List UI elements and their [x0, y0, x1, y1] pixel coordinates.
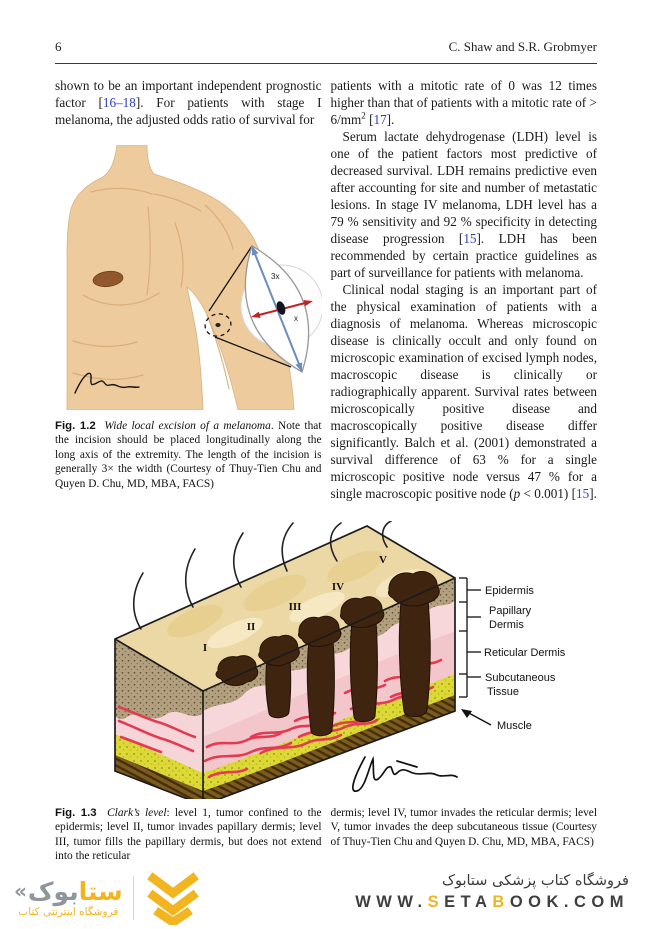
fig-1-3-clarks-level-illustration: [55, 521, 600, 799]
paragraph: [331, 128, 598, 281]
papillary-dermis-label-2: Dermis: [489, 619, 524, 631]
bookstore-info: [355, 873, 629, 912]
text-segment: [97, 807, 107, 819]
fig-1-3-caption: [55, 806, 597, 864]
level-5-label: V: [379, 554, 387, 566]
text-segment: WWW.: [355, 893, 428, 911]
text-segment: Fig. 1.2: [55, 420, 96, 432]
setabook-logo: [14, 871, 202, 925]
subcutaneous-label-1: Subcutaneous: [485, 672, 556, 684]
papillary-dermis-label-1: Papillary: [489, 605, 532, 617]
tumor-level-2-column: [266, 658, 291, 718]
muscle-arrow-line: [467, 712, 491, 725]
skin-block: [115, 521, 455, 799]
level-1-label: I: [202, 642, 208, 654]
paragraph: [55, 77, 322, 128]
page-header: [55, 39, 597, 64]
paragraph: [331, 77, 598, 128]
logo-wordmark: [14, 876, 123, 918]
citation-link[interactable]: 17: [373, 112, 387, 127]
citation-link[interactable]: 15: [576, 486, 590, 501]
tumor-level-1: [216, 656, 258, 686]
bookstore-title-fa: فروشگاه کتاب پزشکی ستابوک: [441, 873, 629, 889]
text-segment: patients with a mitotic rate of 0 was 12 times higher than that of patients with a mitotic rate of > 6/mm: [330, 78, 597, 127]
logo-text-yellow: ستا: [78, 876, 123, 906]
citation-link[interactable]: 15: [463, 231, 477, 246]
running-title: C. Shaw and S.R. Grobmyer: [448, 39, 597, 54]
chevron-logo-icon: [144, 871, 202, 925]
text-segment: Clark’s level: [107, 807, 167, 819]
logo-guillemet-mark: «: [14, 879, 27, 903]
fig-1-3-caption-left: [55, 806, 322, 864]
text-segment: B: [492, 893, 510, 911]
anatomy-labels: [459, 578, 566, 732]
paragraph: [331, 281, 598, 502]
tumor-level-5-column: [399, 599, 430, 717]
text-segment: . Note that the incision should be placed longitudinally along the long axis of the extremity. The length of the incision is generally 3× the width (Courtesy of Thuy-Tien Chu and Quyen D. Chu, MD, MBA, FACS): [55, 420, 322, 490]
page-number: 6: [55, 39, 62, 54]
subcutaneous-label-2: Tissue: [487, 686, 519, 698]
text-segment: ].: [589, 486, 597, 501]
width-label: x: [294, 314, 298, 323]
tumor-level-3-column: [307, 640, 334, 736]
text-segment: ETA: [444, 893, 493, 911]
artist-signature: [353, 757, 457, 791]
citation-link[interactable]: 16–18: [102, 95, 136, 110]
anatomy-label-texts: [484, 585, 566, 732]
text-segment: 2: [361, 110, 366, 121]
bookstore-footer: [0, 866, 651, 929]
bookstore-url-link[interactable]: [355, 893, 629, 912]
level-2-label: II: [246, 621, 256, 633]
logo-subtitle: فروشگاه اینترنتی کتاب: [18, 905, 119, 918]
epidermis-label: Epidermis: [485, 585, 534, 597]
left-column: [55, 77, 322, 502]
text-segment: p: [513, 486, 521, 501]
text-segment: ]. LDH has been recommended by certain practice guidelines as part of surveillance for patients with melanoma.: [330, 231, 597, 280]
layer-bracket: [459, 578, 481, 697]
text-segment: Wide local excision of a melanoma: [104, 420, 271, 432]
text-segment: shown to be an important independent prognostic factor [: [55, 78, 322, 110]
fig-1-3-caption-right: [331, 806, 598, 864]
text-segment: Clinical nodal staging is an important part of the physical examination of patients with a diagnosis of melanoma. Whereas microscopic disease is clinically occult and only found on microscopic examination of excised lymph nodes, macroscopic disease is clinically or radiographically apparent. Survival rates between microscopically positive disease and macroscopically positive disease differ significantly. Balch et al. (2001) demonstrated a survival difference of 63 % for a single microscopic positive node versus 47 % for a single macroscopic positive node (: [330, 282, 597, 501]
reticular-dermis-label: Reticular Dermis: [484, 647, 566, 659]
length-label: 3x: [271, 272, 280, 281]
muscle-label: Muscle: [497, 720, 532, 732]
logo-text-gray: بوک: [27, 876, 79, 906]
lesion-mole: [215, 323, 220, 327]
text-segment: : level 1, tumor confined to the epidermis; level II, tumor invades papillary dermis; level III, tumor fills the papillary dermis, but does not extend into the reticular: [55, 807, 322, 863]
text-segment: S: [427, 893, 445, 911]
text-segment: [: [365, 112, 374, 127]
logo-divider: [133, 876, 134, 920]
level-4-label: IV: [331, 581, 345, 593]
text-segment: Fig. 1.3: [55, 807, 97, 819]
text-segment: Serum lactate dehydrogenase (LDH) level is one of the patient factors most predictive of decreased survival. LDH remains predictive even after accounting for site and number of metastatic lesions. In stage IV melanoma, LDH level has a 79 % sensitivity and 92 % specificity in detecting disease progression [: [330, 129, 597, 246]
body-columns: [55, 77, 597, 502]
text-segment: dermis; level IV, tumor invades the reticular dermis; level V, tumor invades the deep subcutaneous tissue (Courtesy of Thuy-Tien Chu and Quyen D. Chu, MD, MBA, FACS): [330, 807, 597, 848]
text-segment: ]. For patients with stage I melanoma, the adjusted odds ratio of survival for: [55, 95, 322, 127]
text-segment: < 0.001) [: [520, 486, 577, 501]
level-3-label: III: [288, 601, 302, 613]
text-segment: ].: [386, 112, 395, 127]
text-segment: OOK.COM: [509, 893, 629, 911]
right-column: [331, 77, 598, 502]
fig-1-2-caption: [55, 419, 322, 491]
tumor-level-4-column: [350, 621, 377, 722]
fig-1-2-wide-local-excision-illustration: [55, 145, 322, 410]
